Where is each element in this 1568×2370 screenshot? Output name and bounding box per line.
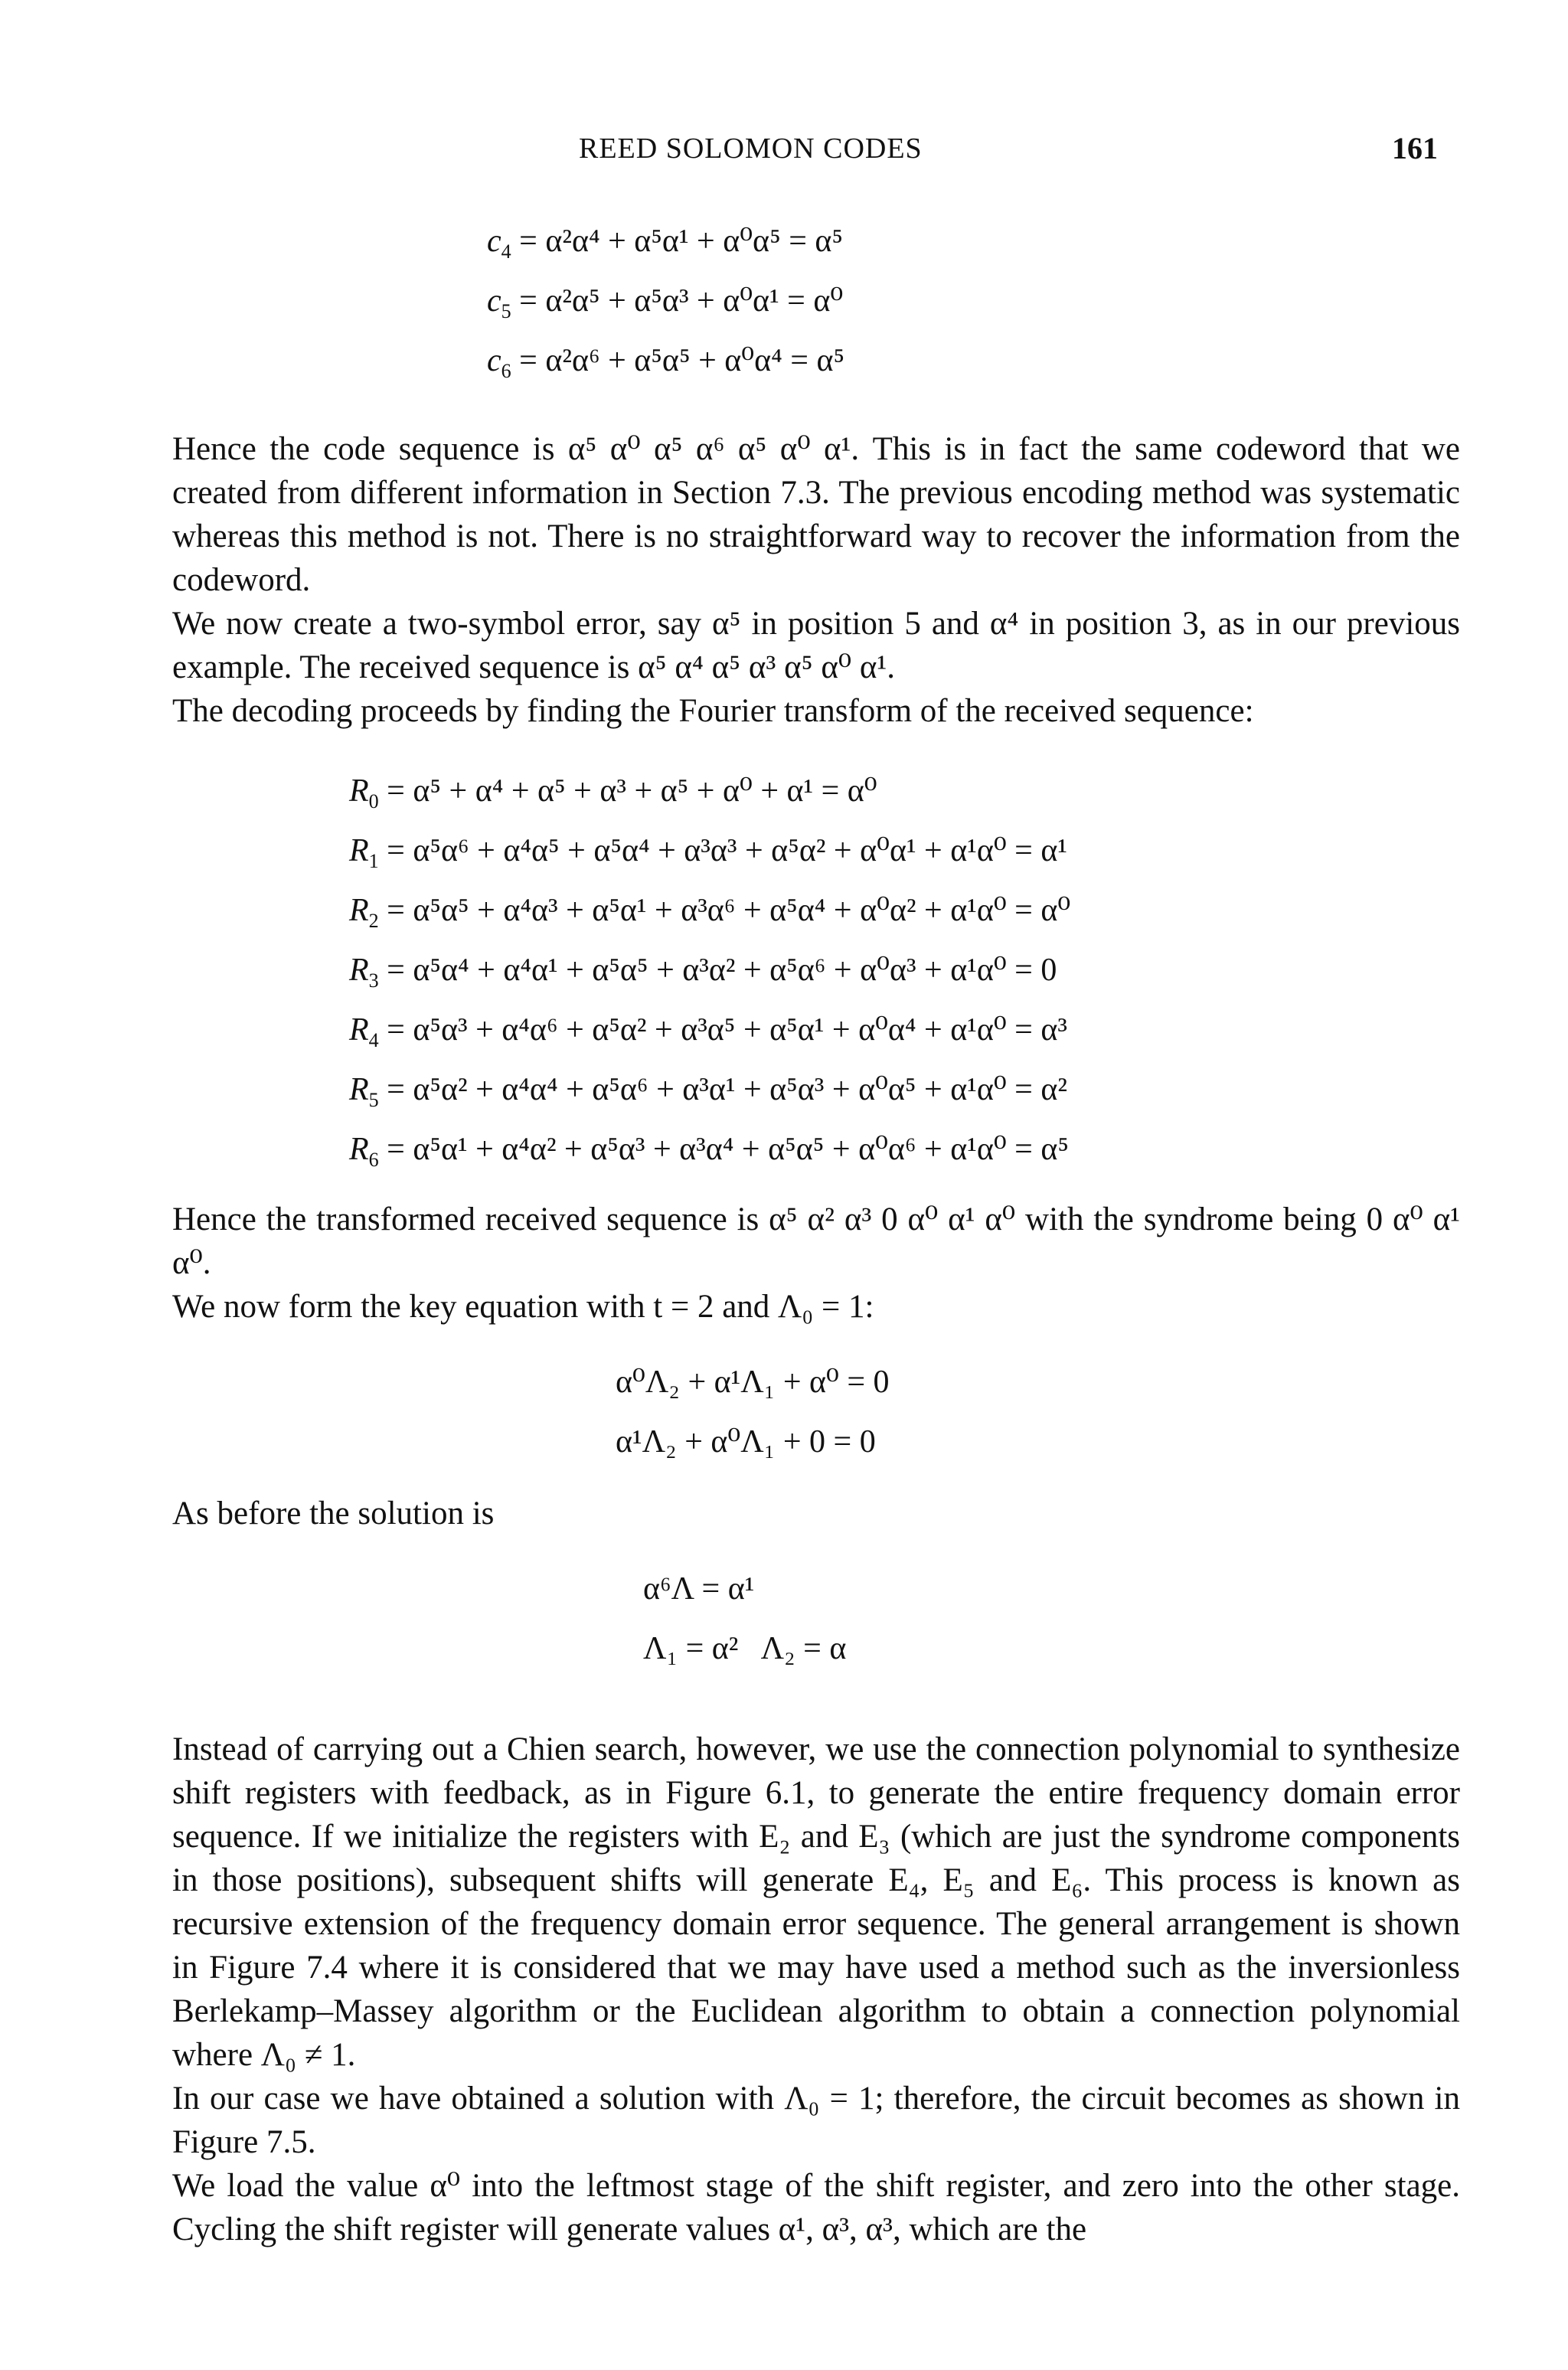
equation-lhs-variable: R <box>349 1132 369 1167</box>
equation-lhs-variable: c <box>487 343 501 378</box>
page-number: 161 <box>1392 131 1438 165</box>
equation-r6 <box>349 1133 1070 1193</box>
solution-equation-1: α⁶Λ = α¹ <box>643 1571 755 1607</box>
equation-lhs-subscript: 2 <box>368 910 379 933</box>
paragraph-chien-search: Instead of carrying out a Chien search, however, we use the connection polynomial to synthesize shift registers with feedback, as in Figure 6.1, to generate the entire frequency domain error sequence. If we initialize the registers with E₂ and E₃ (which are just the syndrome components in those positions), subsequent shifts will generate E₄, E₅ and E₆. This process is known as recursive extension of the frequency domain error sequence. The general arrangement is shown in Figure 7.4 where it is considered that we may have used a method such as the inversionless Berlekamp–Massey algorithm or the Euclidean algorithm to obtain a connection polynomial where Λ₀ ≠ 1. <box>172 1731 1460 2073</box>
equation-lhs-subscript: 6 <box>501 360 511 383</box>
equation-r5 <box>349 1074 1070 1133</box>
equation-lhs-variable: R <box>349 893 369 928</box>
solution-equations <box>643 1573 846 1692</box>
equation-r1 <box>349 835 1070 894</box>
equation-lhs-subscript: 5 <box>368 1089 379 1112</box>
equation-rhs: = α²α⁵ + α⁵α³ + α⁰α¹ = α⁰ <box>519 283 844 319</box>
body-text-block-2 <box>172 1198 1460 1329</box>
equation-rhs: = α⁵ + α⁴ + α⁵ + α³ + α⁵ + α⁰ + α¹ = α⁰ <box>387 773 877 809</box>
equation-lhs-subscript: 4 <box>501 240 511 263</box>
equation-r4 <box>349 1014 1070 1074</box>
running-head: REED SOLOMON CODES <box>579 132 923 165</box>
equation-lhs-subscript: 0 <box>368 790 379 813</box>
equation-lhs-subscript: 5 <box>501 300 511 323</box>
equation-c5 <box>487 285 844 345</box>
paragraph-our-case: In our case we have obtained a solution with Λ₀ = 1; therefore, the circuit becomes as shown in Figure 7.5. <box>172 2081 1460 2160</box>
body-text-block-1 <box>172 427 1460 733</box>
paragraph-key-equation: We now form the key equation with t = 2 and Λ₀ = 1: <box>172 1289 874 1325</box>
body-text-block-4 <box>172 1728 1460 2251</box>
equation-lhs-variable: R <box>349 953 369 988</box>
paragraph-decoding: The decoding proceeds by finding the Fourier transform of the received sequence: <box>172 693 1254 729</box>
equation-rhs: = α²α⁴ + α⁵α¹ + α⁰α⁵ = α⁵ <box>519 224 844 259</box>
equation-lhs-variable: c <box>487 224 501 259</box>
body-text-block-3 <box>172 1492 708 1535</box>
equation-rhs: = α⁵α⁵ + α⁴α³ + α⁵α¹ + α³α⁶ + α⁵α⁴ + α⁰α² + α¹α⁰ = α⁰ <box>387 893 1071 928</box>
equation-r2 <box>349 894 1070 954</box>
paragraph-two-symbol-error: We now create a two-symbol error, say α⁵ in position 5 and α⁴ in position 3, as in our previous example. The received sequence is α⁵ α⁴ α⁵ α³ α⁵ α⁰ α¹. <box>172 606 1460 685</box>
equation-r0 <box>349 775 1070 835</box>
equation-lhs-subscript: 6 <box>368 1149 379 1172</box>
solution-equation-2: Λ₁ = α² Λ₂ = α <box>643 1631 847 1666</box>
equation-rhs: = α⁵α² + α⁴α⁴ + α⁵α⁶ + α³α¹ + α⁵α³ + α⁰α⁵ + α¹α⁰ = α² <box>387 1072 1067 1107</box>
equation-lhs-subscript: 1 <box>368 850 379 873</box>
paragraph-transformed-sequence: Hence the transformed received sequence is α⁵ α² α³ 0 α⁰ α¹ α⁰ with the syndrome being 0 α⁰ α¹ α⁰. <box>172 1201 1460 1281</box>
equation-r3 <box>349 954 1070 1014</box>
paragraph-load-value: We load the value α⁰ into the leftmost stage of the shift register, and zero into the other stage. Cycling the shift register will generate values α¹, α³, α³, which are the <box>172 2168 1460 2247</box>
key-equation-2: α¹Λ₂ + α⁰Λ₁ + 0 = 0 <box>616 1424 876 1460</box>
equation-lhs-subscript: 4 <box>368 1029 379 1052</box>
codeword-equations <box>487 225 844 404</box>
equation-lhs-subscript: 3 <box>368 969 379 992</box>
equation-lhs-variable: R <box>349 1012 369 1048</box>
equation-rhs: = α⁵α¹ + α⁴α² + α⁵α³ + α³α⁴ + α⁵α⁵ + α⁰α⁶ + α¹α⁰ = α⁵ <box>387 1132 1070 1167</box>
equation-rhs: = α⁵α⁶ + α⁴α⁵ + α⁵α⁴ + α³α³ + α⁵α² + α⁰α¹ + α¹α⁰ = α¹ <box>387 833 1067 868</box>
key-equation-1: α⁰Λ₂ + α¹Λ₁ + α⁰ = 0 <box>616 1365 890 1400</box>
equation-c4 <box>487 225 844 285</box>
equation-lhs-variable: R <box>349 1072 369 1107</box>
equation-lhs-variable: c <box>487 283 501 319</box>
equation-lhs-variable: R <box>349 833 369 868</box>
paragraph-code-sequence: Hence the code sequence is α⁵ α⁰ α⁵ α⁶ α⁵ α⁰ α¹. This is in fact the same codeword that we created from different information in Section 7.3. The previous encoding method was systematic whereas this method is not. There is no straightforward way to recover the information from the codeword. <box>172 431 1460 598</box>
key-equations <box>616 1366 890 1486</box>
equation-rhs: = α⁵α³ + α⁴α⁶ + α⁵α² + α³α⁵ + α⁵α¹ + α⁰α⁴ + α¹α⁰ = α³ <box>387 1012 1067 1048</box>
fourier-transform-equations <box>349 775 1070 1193</box>
equation-lhs-variable: R <box>349 773 369 809</box>
equation-rhs: = α⁵α⁴ + α⁴α¹ + α⁵α⁵ + α³α² + α⁵α⁶ + α⁰α³ + α¹α⁰ = 0 <box>387 953 1057 988</box>
equation-c6 <box>487 345 844 404</box>
paragraph-solution-intro: As before the solution is <box>172 1496 495 1532</box>
equation-rhs: = α²α⁶ + α⁵α⁵ + α⁰α⁴ = α⁵ <box>519 343 845 378</box>
